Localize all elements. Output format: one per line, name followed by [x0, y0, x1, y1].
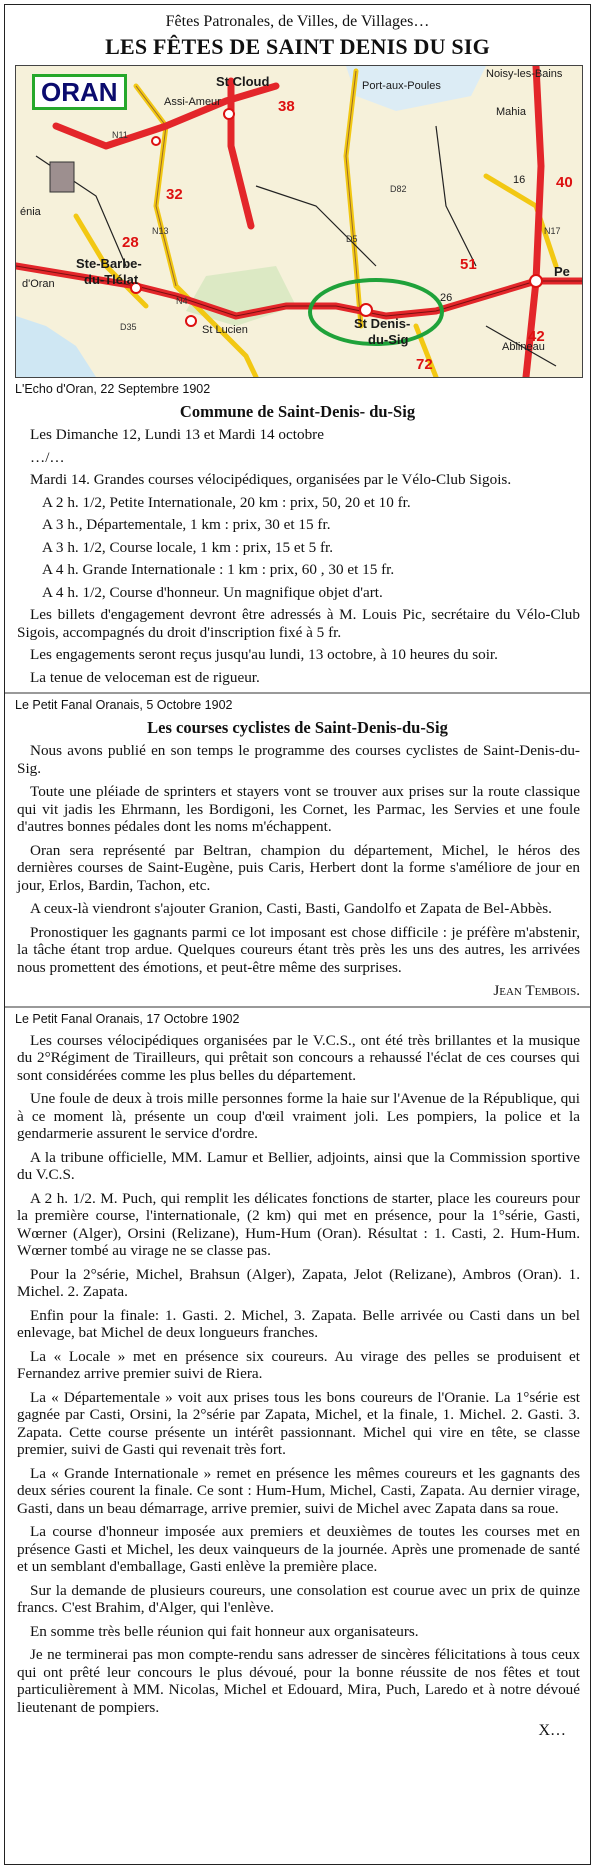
map-route-42: 42	[528, 328, 545, 345]
paragraph: A 2 h. 1/2. M. Puch, qui remplit les délicates fonctions de starter, place les coureurs pour la première course, l'internationale, (2 km) qui met en présence, pour la 1°série, Gasti, Wœrner (Alger), Orsini (Relizane), Hum-Hum (Oran). Résultat : 1. Casti, 2. Hum-Hum. Wœrner tombé au virage ne se classe pas.	[17, 1189, 580, 1259]
schedule-item: A 3 h. 1/2, Course locale, 1 km : prix, 15 et 5 fr.	[42, 538, 334, 556]
map-label-enia: énia	[20, 206, 41, 218]
paragraph: Pronostiquer les gagnants parmi ce lot imposant est chose difficile : je préfère m'abstenir, la tâche étant trop ardue. Quelques coureurs étant très près les uns des autres, les arrivées nous promettent des émotions, et peut-être même des surprises.	[17, 923, 580, 976]
paragraph: En somme très belle réunion qui fait honneur aux organisateurs.	[30, 1622, 419, 1640]
article-2	[5, 698, 590, 1000]
signature: Jean Tembois.	[493, 982, 580, 999]
map-route-32: 32	[166, 186, 183, 203]
article-3	[5, 1012, 590, 1741]
paragraph: La « Locale » met en présence six coureurs. Au virage des pelles se produisent et Fernandez arrive premier suivi de Riera.	[17, 1347, 580, 1382]
paragraph: Les billets d'engagement devront être adressés à M. Louis Pic, secrétaire du Vélo-Club Sigois, accompagnés du droit d'inscription fixé à 5 fr.	[17, 606, 580, 641]
map-label-pe: Pe	[554, 264, 570, 279]
schedule-item: A 4 h. 1/2, Course d'honneur. Un magnifique objet d'art.	[42, 583, 383, 601]
paragraph: Oran sera représenté par Beltran, champion du département, Michel, le héros des dernières courses de Saint-Eugène, puis Caris, Herbert dont la forme s'améliore de jour en jour, Erlos, Bardin, Tachon, etc.	[17, 841, 580, 894]
map-road-d82: D82	[390, 184, 407, 194]
paragraph: Pour la 2°série, Michel, Brahsun (Alger), Zapata, Jelot (Relizane), Ambros (Oran). 1. Michel. 2. Zapata.	[17, 1265, 580, 1300]
region-map	[15, 65, 583, 378]
map-route-38: 38	[278, 98, 295, 115]
paragraph: …/…	[30, 448, 65, 466]
map-label-du-tlelat: du-Tlélat	[84, 272, 139, 287]
article-source: Le Petit Fanal Oranais, 5 Octobre 1902	[15, 698, 233, 712]
paragraph: Nous avons publié en son temps le programme des courses cyclistes de Saint-Denis-du-Sig.	[17, 742, 580, 777]
signature: X…	[538, 1722, 566, 1739]
map-road-n13: N13	[152, 226, 169, 236]
article-body	[17, 1032, 580, 1717]
map-label-port-aux-poules: Port-aux-Poules	[362, 80, 441, 92]
article-1	[5, 382, 590, 686]
paragraph: Je ne terminerai pas mon compte-rendu sans adresser de sincères félicitations à tous ceux qui ont prêté leur concours le plus dévoué, pour la bonne réussite de nos fêtes et tout particulièrement à MM. Nicolas, Michel et Edouard, Mira, Puch, Laredo et à notre dévoué lieutenant de pompiers.	[17, 1646, 580, 1716]
map-label-d-oran: d'Oran	[22, 278, 55, 290]
map-label-noisy: Noisy-les-Bains	[486, 68, 563, 80]
map-route-28: 28	[122, 234, 139, 251]
section-divider	[5, 692, 590, 694]
map-route-72: 72	[416, 356, 433, 373]
article-body	[17, 426, 580, 686]
article-source: L'Echo d'Oran, 22 Septembre 1902	[15, 382, 211, 396]
article-heading: Les courses cyclistes de Saint-Denis-du-Sig	[147, 718, 448, 737]
paragraph: Enfin pour la finale: 1. Gasti. 2. Michel, 3. Zapata. Belle arrivée ou Casti dans un bel enlevage, bat Michel de deux longueurs franches.	[17, 1306, 580, 1341]
article-source: Le Petit Fanal Oranais, 17 Octobre 1902	[15, 1011, 240, 1026]
map-route-26: 26	[440, 292, 453, 304]
map-route-16: 16	[513, 174, 526, 186]
map-label-st-cloud: St Cloud	[216, 74, 270, 89]
paragraph: Les Dimanche 12, Lundi 13 et Mardi 14 octobre	[30, 426, 324, 443]
paragraph: A la tribune officielle, MM. Lamur et Bellier, adjoints, ainsi que la Commission sportive du V.C.S.	[17, 1148, 580, 1183]
paragraph: Une foule de deux à trois mille personnes forme la haie sur l'Avenue de la République, qui à ce moment là, présente un coup d'œil vraiment joli. Les pompiers, la police et la gendarmerie assurent le service d'ordre.	[17, 1090, 580, 1142]
schedule-item: A 2 h. 1/2, Petite Internationale, 20 km : prix, 50, 20 et 10 fr.	[42, 493, 411, 511]
paragraph: La « Départementale » voit aux prises tous les bons coureurs de l'Oranie. La 1°série est gagnée par Casti, Orsini, la 2°série par Zapata, Michel, et la finale, 1. Michel. 2. Gasti. 3. Zapata. Cette course présente un intérêt passionnant. Michel qui vire en tête, se classe premier, suivi de Gasti qui revenait très fort.	[17, 1388, 580, 1458]
kicker: Fêtes Patronales, de Villes, de Villages…	[165, 13, 430, 30]
paragraph: La tenue de veloceman est de rigueur.	[30, 668, 260, 686]
map-label-assi-ameur: Assi-Ameur	[164, 96, 221, 108]
schedule-item: A 4 h. Grande Internationale : 1 km : prix, 60 , 30 et 15 fr.	[42, 561, 395, 578]
section-divider	[5, 1006, 590, 1008]
paragraph: La course d'honneur imposée aux premiers et deuxièmes de toutes les courses met en présence Gasti et Michel, les deux vainqueurs de la journée. Après une promenade de santé et un semblant d'emballage, Gasti enlève la première place.	[17, 1523, 580, 1575]
map-label-ablineau: Ablineau	[502, 341, 545, 353]
page-title: LES FÊTES DE SAINT DENIS DU SIG	[105, 34, 490, 59]
map-route-51: 51	[460, 256, 477, 273]
map-road-d5: D5	[346, 234, 358, 244]
paragraph: Sur la demande de plusieurs coureurs, une consolation est courue avec un prix de quinze francs. C'est Brahim, d'Alger, qui l'enlève.	[17, 1581, 580, 1616]
map-label-du-sig: du-Sig	[368, 332, 409, 347]
paragraph: Toute une pléiade de sprinters et stayers vont se trouver aux prises sur la route classique qui vit jadis les Ehrmann, les Bordigoni, les Cornet, les Parmac, les Servies et une foule d'autres bonnes pédales dont les noms m'échappent.	[17, 783, 580, 835]
map-road-n4: N4	[176, 296, 188, 306]
map-label-st-denis: St Denis-	[354, 316, 411, 331]
document-page	[4, 4, 591, 1865]
map-road-n17: N17	[544, 226, 561, 236]
schedule-item: A 3 h., Départementale, 1 km : prix, 30 et 15 fr.	[42, 516, 331, 533]
article-body	[17, 742, 580, 1000]
paragraph: La « Grande Internationale » remet en présence les mêmes coureurs et les gagnants des deux séries courent la finale. Ce sont : Hum-Hum, Michel, Casti, Zapata. Au dernier virage, Gasti, dans un beau démarrage, arrive premier, suivi de Michel avec Zapata dans sa roue.	[17, 1464, 580, 1517]
map-route-40: 40	[556, 174, 573, 191]
article-heading: Commune de Saint-Denis- du-Sig	[179, 402, 416, 421]
region-label: ORAN	[32, 74, 127, 110]
map-label-st-lucien: St Lucien	[202, 324, 248, 336]
paragraph: Les engagements seront reçus jusqu'au lundi, 13 octobre, à 10 heures du soir.	[30, 646, 498, 663]
map-label-mahia: Mahia	[496, 106, 526, 118]
map-road-d35: D35	[120, 322, 137, 332]
paragraph: A ceux-là viendront s'ajouter Granion, Casti, Basti, Gandolfo et Zapata de Bel-Abbès.	[30, 900, 552, 917]
map-road-n11: N11	[112, 130, 128, 140]
paragraph: Les courses vélocipédiques organisées par le V.C.S., ont été très brillantes et la musique du 2°Régiment de Tirailleurs, qui prêtait son concours a rehaussé l'éclat de ces courses qui sont considérées comme les plus belles du département.	[17, 1031, 580, 1084]
paragraph: Mardi 14. Grandes courses vélocipédiques, organisées par le Vélo-Club Sigois.	[30, 471, 512, 488]
map-label-ste-barbe: Ste-Barbe-	[76, 256, 142, 271]
